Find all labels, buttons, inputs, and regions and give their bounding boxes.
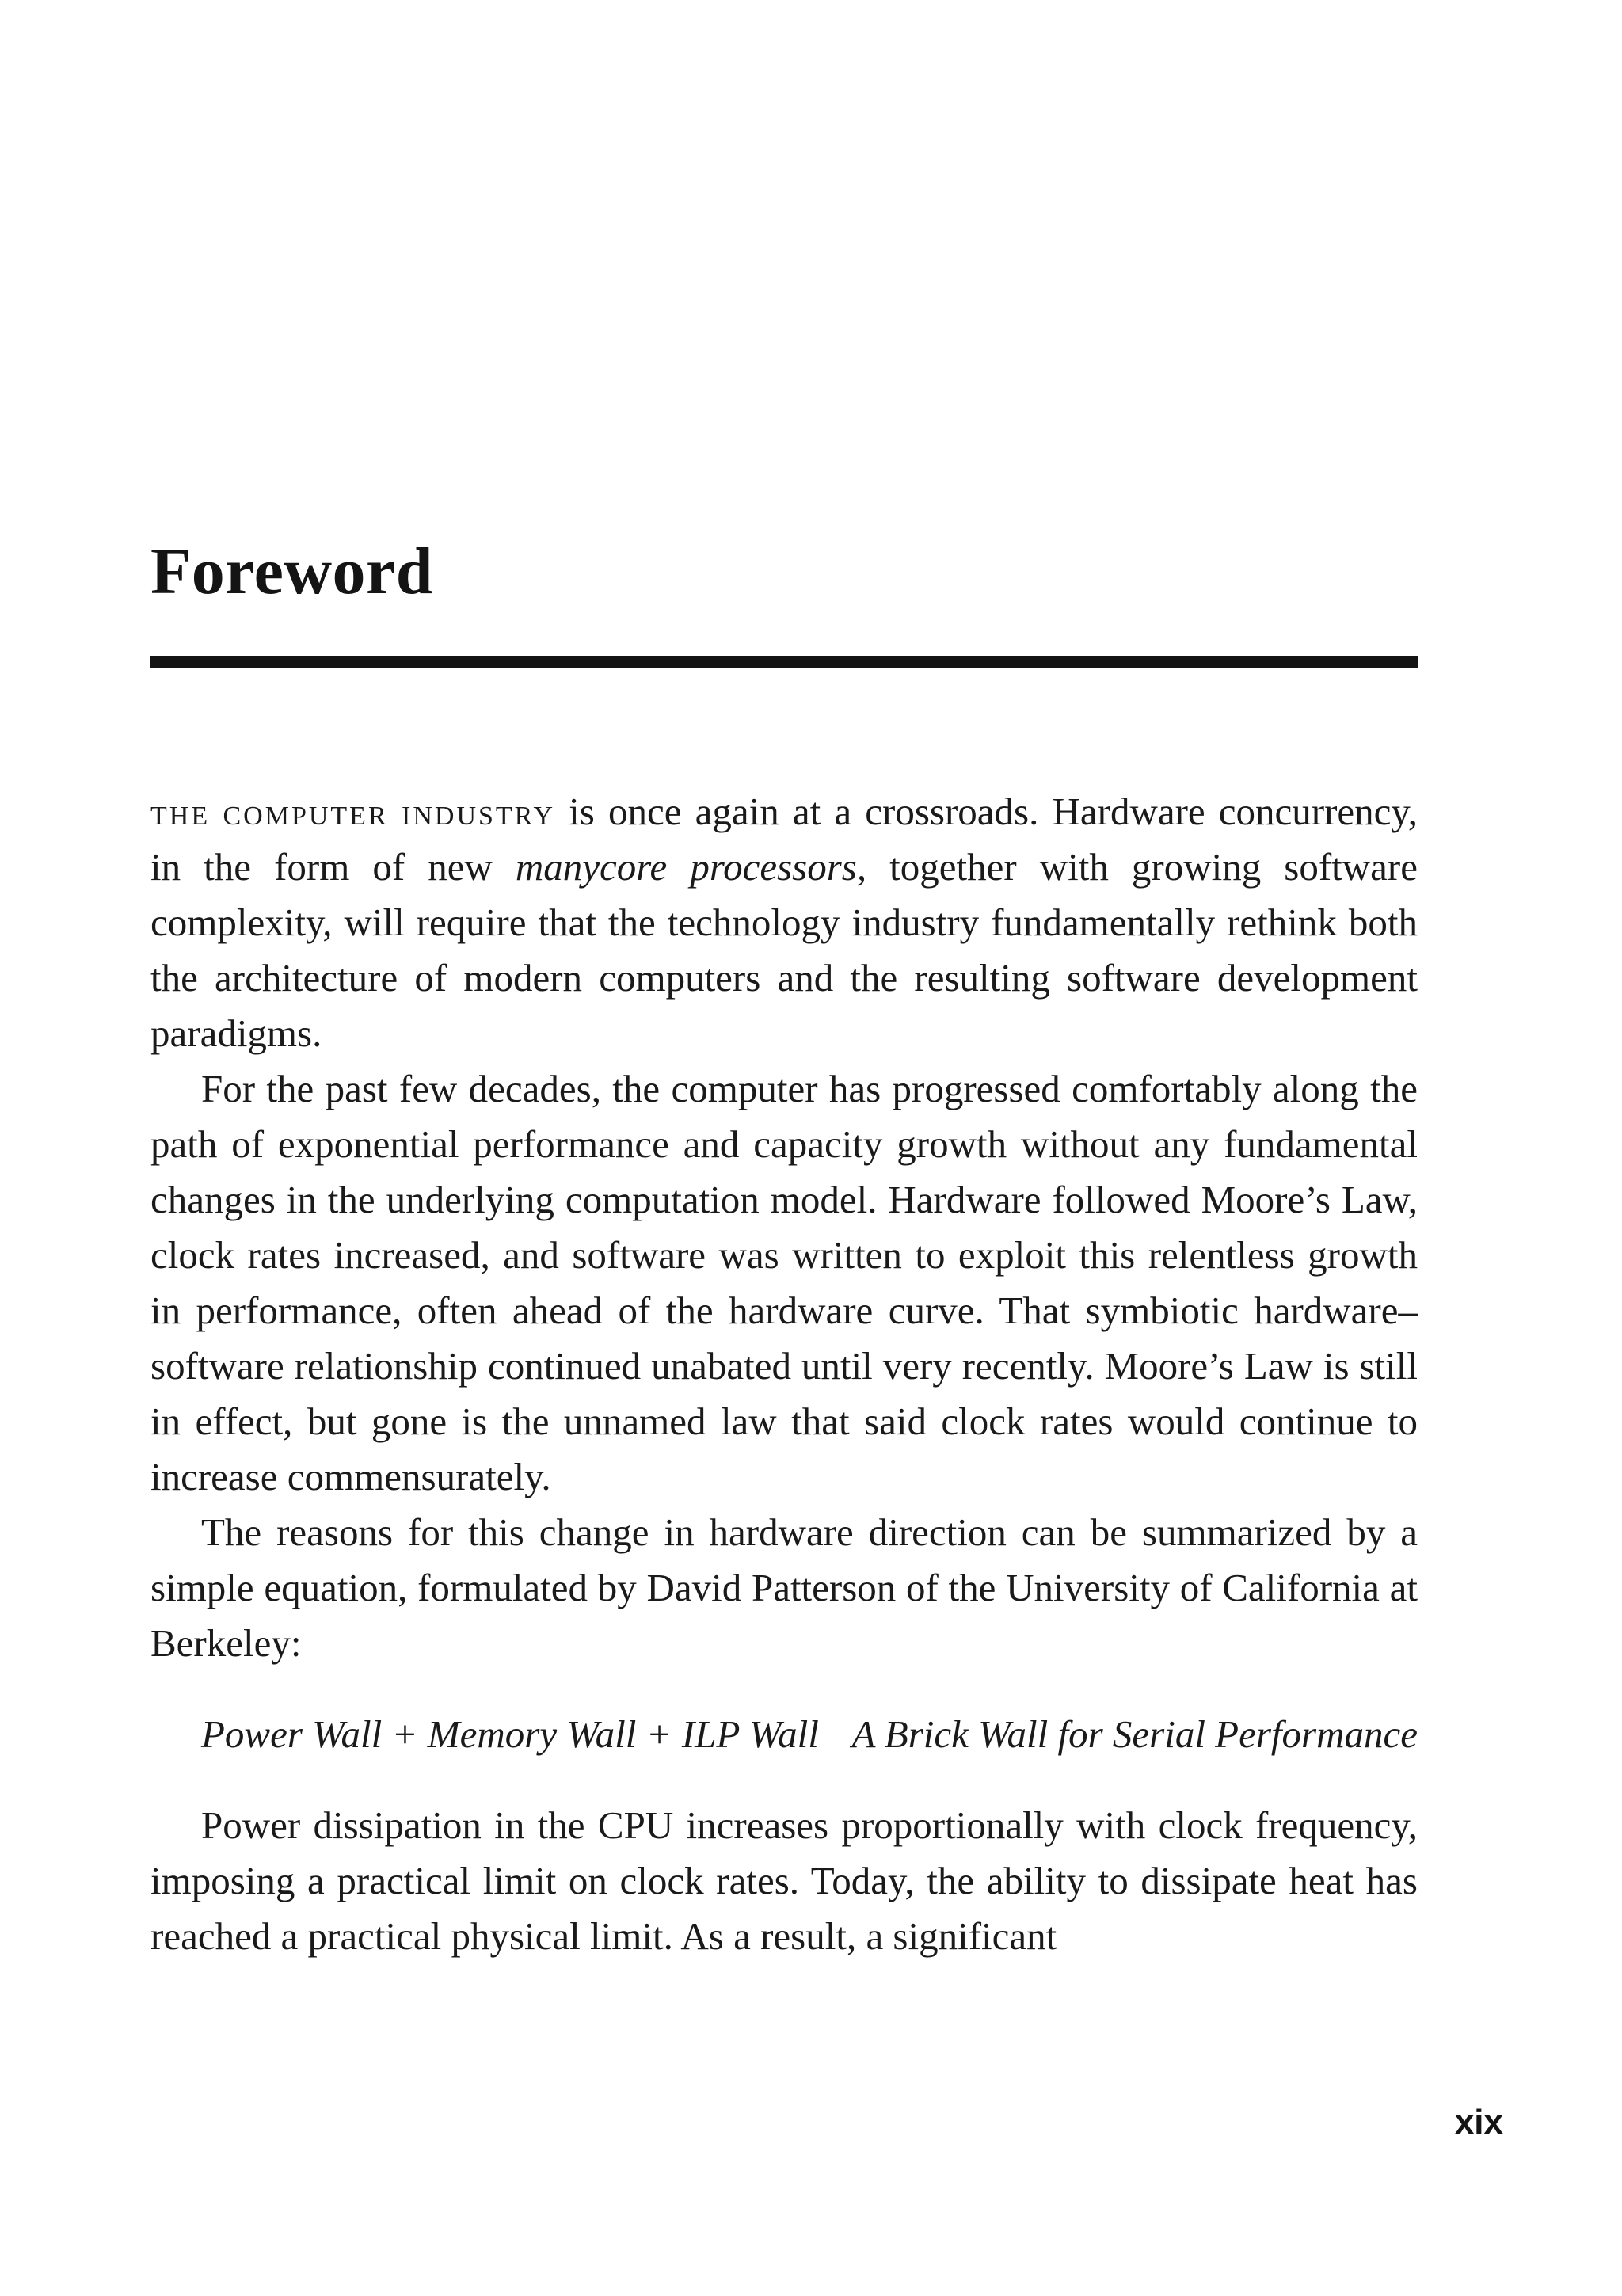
paragraph-1-text-b: together with growing software complexity, will require that the technology industry fundamentally rethink both the architecture of modern computers and the resulting software development paradigms.: [150, 845, 1418, 1055]
body-text: [150, 784, 1418, 1964]
emphasis-text: manycore processors,: [515, 845, 867, 889]
lead-in-smallcaps: the computer industry: [150, 790, 556, 833]
equation-left: Power Wall + Memory Wall + ILP Wall: [201, 1712, 819, 1756]
equation: [201, 1707, 1418, 1762]
paragraph-1-text-a: is once again at a crossroads. Hardware concurrency, in the form of new: [150, 790, 1418, 889]
page-number: xix: [1454, 2103, 1503, 2142]
title-rule: [150, 656, 1418, 668]
paragraph-3: The reasons for this change in hardware direction can be summarized by a simple equation, formulated by David Patterson of the University of California at Berkeley:: [150, 1510, 1418, 1665]
paragraph-4: Power dissipation in the CPU increases proportionally with clock frequency, imposing a practical limit on clock rates. Today, the ability to dissipate heat has reached a practical physical limit. As a result, a significant: [150, 1803, 1418, 1958]
equation-right: A Brick Wall for Serial Performance: [851, 1712, 1418, 1756]
paragraph-2: For the past few decades, the computer has progressed comfortably along the path of exponential performance and capacity growth without any fundamental changes in the underlying computation model. Hardware followed Moore’s Law, clock rates increased, and software was written to exploit this relentless growth in performance, often ahead of the hardware curve. That symbiotic hardware–software relationship continued unabated until very recently. Moore’s Law is still in effect, but gone is the unnamed law that said clock rates would continue to increase commensurately.: [150, 1067, 1418, 1498]
paragraph-1: [150, 784, 1418, 1061]
page-title: Foreword: [150, 535, 434, 608]
